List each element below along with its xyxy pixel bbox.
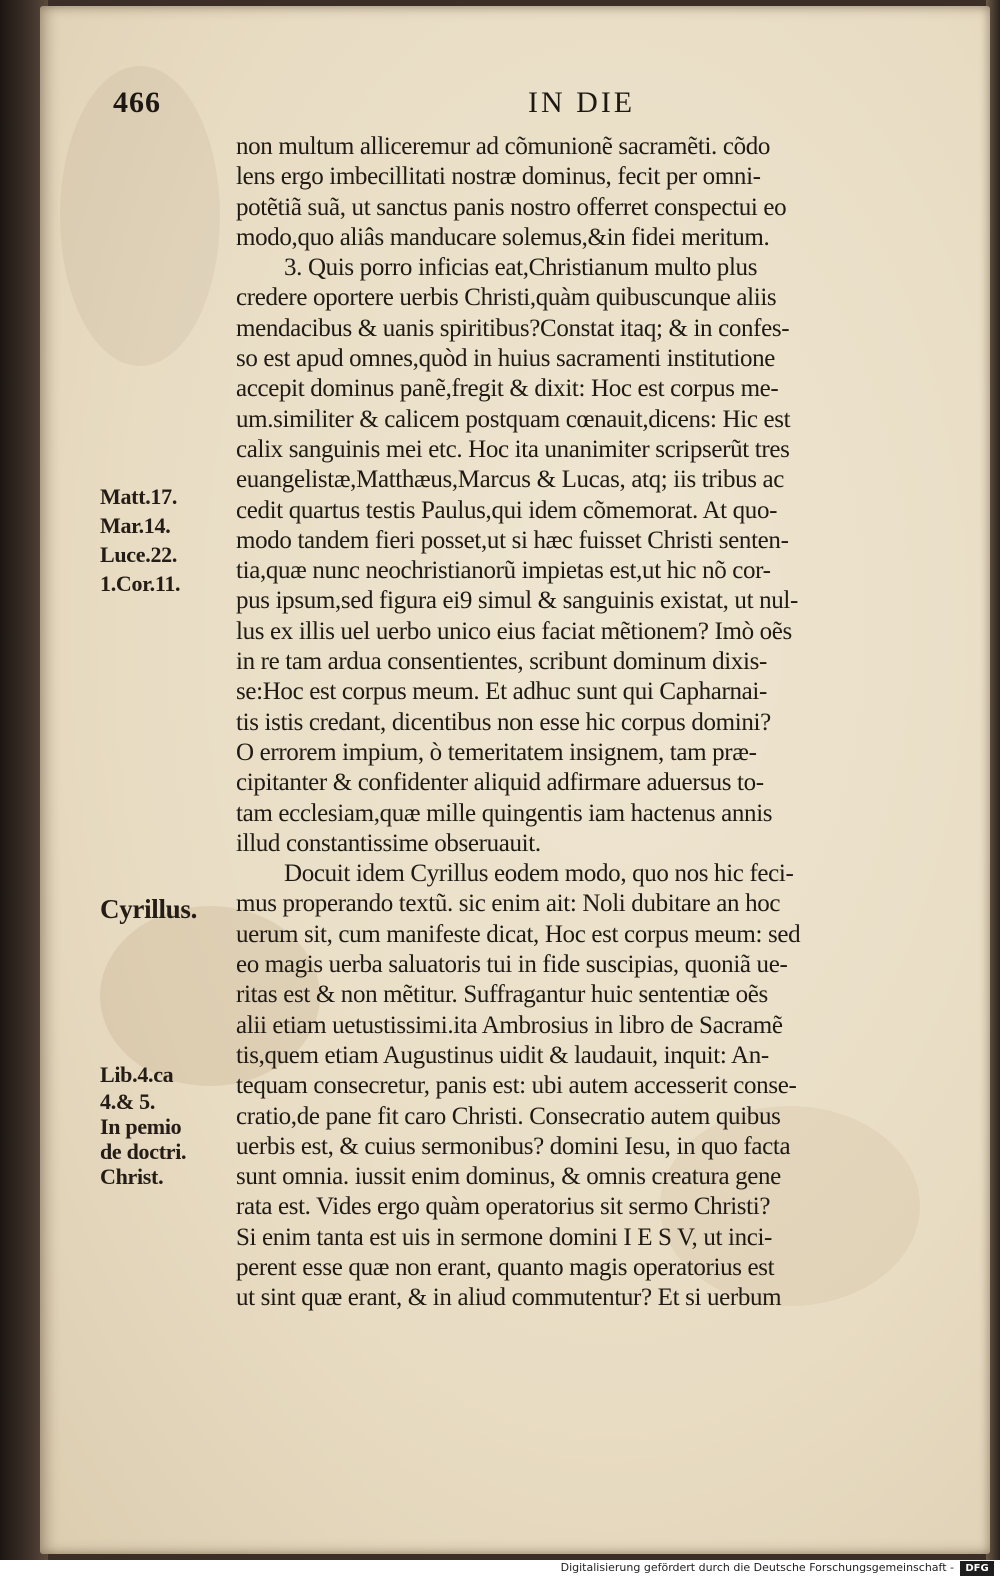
text-line: modo,quo aliâs manducare solemus,&in fidei meritum. bbox=[236, 223, 770, 251]
text-line: mus properando textũ. sic enim ait: Noli dubitare an hoc bbox=[236, 890, 781, 918]
text-line: Si enim tanta est uis in sermone domini I E S V, ut inci- bbox=[236, 1223, 773, 1251]
text-line: non multum alliceremur ad cõmunionẽ sacramẽti. cõdo bbox=[236, 133, 771, 160]
text-line: calix sanguinis mei etc. Hoc ita unanimiter scripserũt tres bbox=[236, 435, 790, 463]
text-line: sunt omnia. iussit enim dominus, & omnis creatura gene bbox=[236, 1163, 781, 1191]
text-line: Docuit idem Cyrillus eodem modo, quo nos hic feci- bbox=[284, 860, 794, 888]
text-line: se:Hoc est corpus meum. Et adhuc sunt qui Capharnai- bbox=[236, 678, 767, 706]
text-line: O errorem impium, ò temeritatem insignem, tam præ- bbox=[236, 738, 757, 766]
text-line: in re tam ardua consentientes, scribunt dominum dixis- bbox=[236, 648, 767, 676]
text-line: euangelistæ,Matthæus,Marcus & Lucas, atq; iis tribus ac bbox=[236, 466, 785, 494]
dfg-logo: DFG bbox=[960, 1561, 994, 1576]
margin-note: Lib.4.ca bbox=[100, 1062, 174, 1087]
margin-note: 1.Cor.11. bbox=[100, 571, 181, 596]
text-line: potẽtiã suã, ut sanctus panis nostro offerret conspectui eo bbox=[236, 193, 787, 221]
running-head: IN DIE bbox=[528, 86, 636, 119]
margin-note: 4.& 5. bbox=[100, 1089, 156, 1114]
text-line: cipitanter & confidenter aliquid adfirmare aduersus to- bbox=[236, 769, 764, 797]
text-line: accepit dominus panẽ,fregit & dixit: Hoc est corpus me- bbox=[236, 375, 779, 403]
body-text bbox=[236, 132, 952, 1314]
text-line: uerum sit, cum manifeste dicat, Hoc est corpus meum: sed bbox=[236, 920, 801, 948]
text-line: so est apud omnes,quòd in huius sacramenti institutione bbox=[236, 345, 776, 373]
text-line: pus ipsum,sed figura ei9 simul & sanguinis existat, ut nul- bbox=[236, 587, 798, 615]
text-line: ut sint quæ erant, & in aliud commutentur? Et si uerbum bbox=[236, 1284, 782, 1312]
text-line: lus ex illis uel uerbo unico eius faciat mẽtionem? Imò oẽs bbox=[236, 617, 792, 645]
margin-note: Matt.17. bbox=[100, 484, 178, 509]
text-line: lens ergo imbecillitati nostræ dominus, fecit per omni- bbox=[236, 163, 761, 191]
text-line: eo magis uerba saluatoris tui in fide suscipias, quoniã ue- bbox=[236, 951, 788, 979]
margin-note: In pemio bbox=[100, 1114, 182, 1139]
text-line: um.similiter & calicem postquam cœnauit,dicens: Hic est bbox=[236, 405, 791, 433]
text-line: cratio,de pane fit caro Christi. Consecratio autem quibus bbox=[236, 1102, 781, 1130]
text-line: 3. Quis porro inficias eat,Christianum multo plus bbox=[284, 254, 758, 282]
margin-note: Mar.14. bbox=[100, 513, 171, 538]
text-line: alii etiam uetustissimi.ita Ambrosius in libro de Sacramẽ bbox=[236, 1011, 783, 1039]
text-line: tequam consecretur, panis est: ubi autem accesserit conse- bbox=[236, 1072, 797, 1100]
page-number: 466 bbox=[113, 86, 161, 119]
margin-note: Luce.22. bbox=[100, 542, 178, 567]
margin-note: Christ. bbox=[100, 1164, 164, 1189]
margin-note: Cyrillus. bbox=[100, 894, 198, 924]
footer-credit: Digitalisierung gefördert durch die Deutsche Forschungsgemeinschaft - bbox=[560, 1561, 954, 1574]
text-line: tis,quem etiam Augustinus uidit & laudauit, inquit: An- bbox=[236, 1041, 769, 1069]
text-line: illud constantissime obseruauit. bbox=[236, 829, 541, 857]
text-line: ritas est & non mẽtitur. Suffragantur huic sententiæ oẽs bbox=[236, 981, 768, 1009]
text-line: perent esse quæ non erant, quanto magis operatorius est bbox=[236, 1253, 775, 1281]
text-line: tia,quæ nunc neochristianorũ impietas est,ut hic nõ cor- bbox=[236, 557, 771, 585]
text-line: tis istis credant, dicentibus non esse hic corpus domini? bbox=[236, 708, 771, 736]
text-line: modo tandem fieri posset,ut si hæc fuisset Christi senten- bbox=[236, 526, 789, 554]
text-line: uerbis est, & cuius sermonibus? domini Iesu, in quo facta bbox=[236, 1132, 791, 1160]
text-line: cedit quartus testis Paulus,qui idem cõmemorat. At quo- bbox=[236, 496, 778, 524]
text-line: credere oportere uerbis Christi,quàm quibuscunque aliis bbox=[236, 284, 777, 312]
text-line: mendacibus & uanis spiritibus?Constat itaq; & in confes- bbox=[236, 314, 790, 342]
text-line: tam ecclesiam,quæ mille quingentis iam hactenus annis bbox=[236, 799, 773, 827]
text-line: rata est. Vides ergo quàm operatorius sit sermo Christi? bbox=[236, 1193, 771, 1221]
margin-notes bbox=[100, 0, 240, 1500]
margin-note: de doctri. bbox=[100, 1139, 187, 1164]
